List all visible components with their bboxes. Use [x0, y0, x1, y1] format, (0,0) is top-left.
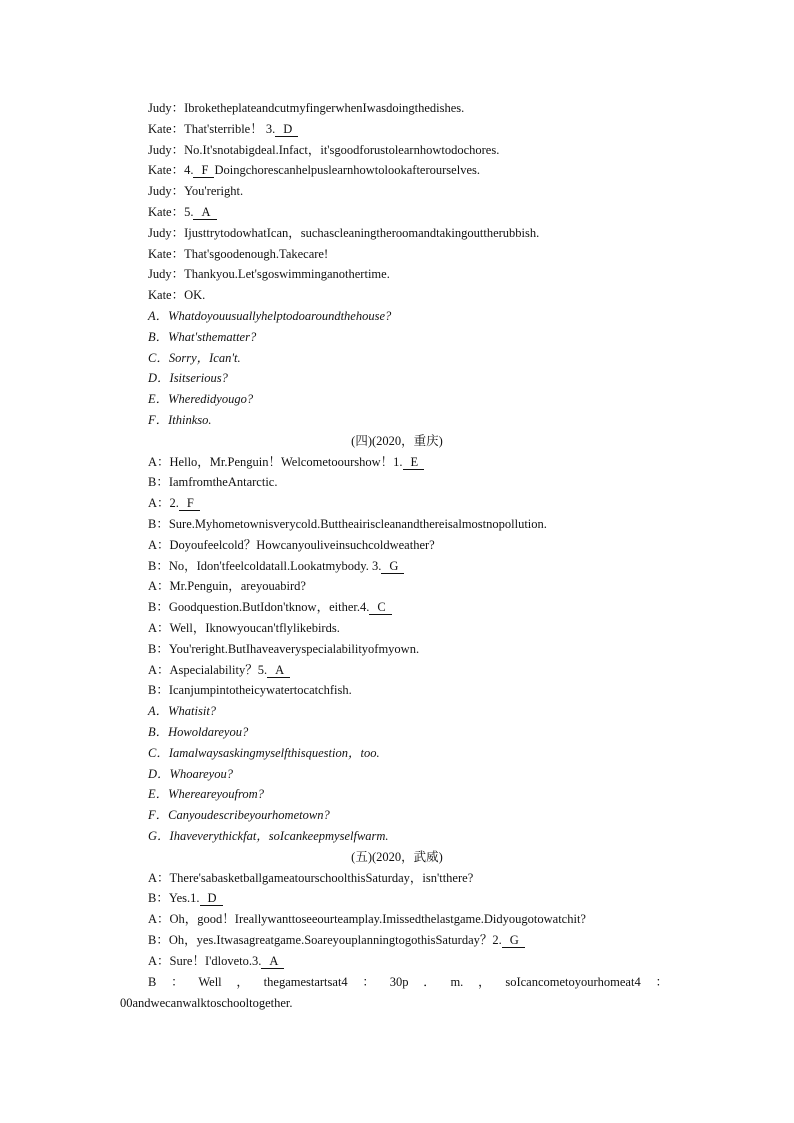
line-text: Goodquestion.ButIdon'tknow，either. [168, 600, 360, 614]
blank-number: 1. [190, 891, 200, 905]
speaker: A： [148, 871, 170, 885]
speaker: B： [148, 559, 169, 573]
dialogue-line [148, 225, 539, 241]
blank-number: 4. [359, 600, 370, 614]
dialogue-line [148, 516, 547, 532]
blank-number: 5. [184, 205, 194, 219]
section-heading: (四)(2020，重庆) [351, 434, 443, 448]
option-text: Whereareyoufrom? [168, 787, 264, 801]
answer-blank: A [193, 206, 216, 220]
line-text: Icanjumpintotheicywatertocatchfish. [168, 683, 352, 697]
line-text: Yes. [168, 891, 191, 905]
line-text: There'sabasketballgameatourschoolthisSaturday，isn'tthere? [169, 871, 474, 885]
option-item [148, 412, 212, 428]
line-text: Oh，good！Ireallywanttoseeourteamplay.Imissedthelastgame.Didyougotowatchit? [169, 912, 586, 926]
speaker: A： [148, 579, 170, 593]
option-key: D． [148, 767, 170, 781]
option-item [148, 329, 256, 345]
speaker: Kate： [148, 247, 185, 261]
option-text: Whoareyou? [169, 767, 233, 781]
dialogue-line [148, 641, 419, 657]
speaker: Judy： [148, 184, 185, 198]
blank-number: 2. [169, 496, 179, 510]
line-text: Sure.Myhometownisverycold.Buttheairiscleanandthereisalmostnopollution. [168, 517, 547, 531]
word: soIcancometoyourhomeat4 [505, 975, 641, 989]
option-text: Ithinkso. [168, 413, 212, 427]
option-item [148, 724, 248, 740]
blank-number: 5. [257, 663, 268, 677]
option-item [148, 308, 391, 324]
speaker: A： [148, 538, 170, 552]
speaker: A： [148, 621, 170, 635]
option-text: Whatisit? [168, 704, 217, 718]
dialogue-line [148, 870, 473, 886]
line-text: OK. [184, 288, 206, 302]
option-text: Sorry，Ican't. [168, 351, 241, 365]
dialogue-line [148, 537, 435, 553]
option-key: A． [148, 704, 169, 718]
answer-blank: C [369, 601, 391, 615]
speaker: Kate： [148, 288, 185, 302]
answer-blank: D [200, 892, 223, 906]
option-key: C． [148, 351, 169, 365]
speaker: A： [148, 496, 170, 510]
answer-blank: A [267, 664, 290, 678]
dialogue-line [148, 162, 480, 178]
option-text: Wheredidyougo? [168, 392, 254, 406]
line-text: Hello，Mr.Penguin！Welcometoourshow！ [169, 455, 394, 469]
dialogue-line [148, 121, 298, 137]
line-text: IbroketheplateandcutmyfingerwhenIwasdoingthedishes. [184, 101, 465, 115]
speaker: A： [148, 954, 170, 968]
dialogue-line [148, 100, 464, 116]
option-text: Iamalwaysaskingmyselfthisquestion，too. [168, 746, 380, 760]
dialogue-line [148, 246, 328, 262]
speaker: Judy： [148, 267, 185, 281]
line-text: Thankyou.Let'sgoswimminganothertime. [184, 267, 390, 281]
speaker: B： [148, 475, 169, 489]
line-text: No，Idon'tfeelcoldatall.Lookatmybody. [168, 559, 369, 573]
blank-number: 3. [371, 559, 382, 573]
option-item [148, 370, 228, 386]
word: ： [655, 975, 668, 989]
option-key: C． [148, 746, 169, 760]
line-text: Well，Iknowyoucan'tflylikebirds. [169, 621, 340, 635]
speaker: B： [148, 683, 169, 697]
speaker: A： [148, 455, 170, 469]
line-text: That'sterrible！ [184, 122, 263, 136]
option-key: F． [148, 413, 169, 427]
dialogue-line [148, 911, 586, 927]
option-key: E． [148, 392, 169, 406]
option-key: A． [148, 309, 169, 323]
line-text: That'sgoodenough.Takecare! [184, 247, 329, 261]
speaker: Judy： [148, 143, 185, 157]
line-text: You'reright.ButIhaveaveryspecialabilityofmyown. [168, 642, 420, 656]
answer-blank: A [261, 955, 284, 969]
word: thegamestartsat4 [263, 975, 348, 989]
word: 30p [389, 975, 409, 989]
option-key: B． [148, 330, 169, 344]
speaker: Kate： [148, 205, 185, 219]
option-key: D． [148, 371, 170, 385]
line-text: No.It'snotabigdeal.Infact，it'sgoodforustolearnhowtodochores. [184, 143, 500, 157]
dialogue-line [148, 932, 525, 948]
option-text: Whatdoyouusuallyhelptodoaroundthehouse? [168, 309, 392, 323]
dialogue-line [148, 183, 243, 199]
line-text: Sure！I'dloveto. [169, 954, 252, 968]
speaker: Kate： [148, 122, 185, 136]
option-text: Howoldareyou? [168, 725, 249, 739]
speaker: Judy： [148, 101, 185, 115]
line-text: IjusttrytodowhatIcan，suchascleaningtheroomandtakingouttherubbish. [184, 226, 540, 240]
blank-number: 3. [251, 954, 262, 968]
speaker: B： [148, 517, 169, 531]
section-heading: (五)(2020，武威) [351, 850, 443, 864]
speaker: Kate： [148, 163, 185, 177]
blank-number: 2. [492, 933, 502, 947]
speaker: A： [148, 912, 170, 926]
speaker: B： [148, 933, 169, 947]
dialogue-line [148, 682, 352, 698]
option-text: Canyoudescribeyourhometown? [168, 808, 330, 822]
option-text: What'sthematter? [168, 330, 257, 344]
option-key: G． [148, 829, 170, 843]
blank-number: 3. [265, 122, 276, 136]
dialogue-line [148, 266, 390, 282]
answer-blank: D [275, 123, 298, 137]
word: ： [171, 975, 184, 989]
dialogue-line [148, 474, 277, 490]
word: m. [450, 975, 464, 989]
line-text: Aspecialability？ [169, 663, 258, 677]
justified-line [148, 974, 668, 990]
option-item [148, 807, 330, 823]
answer-blank: F [193, 164, 214, 178]
answer-blank: G [502, 934, 525, 948]
line-text: Doyoufeelcold？Howcanyouliveinsuchcoldweather? [169, 538, 435, 552]
speaker: A： [148, 663, 170, 677]
dialogue-line [148, 558, 404, 574]
blank-number: 1. [393, 455, 403, 469]
dialogue-line [148, 578, 306, 594]
option-item [148, 766, 233, 782]
dialogue-line [148, 599, 392, 615]
word: ： [362, 975, 375, 989]
blank-number: 4. [184, 163, 194, 177]
line-text: Doingchorescanhelpuslearnhowtolookafterourselves. [214, 163, 480, 177]
dialogue-line [148, 287, 205, 303]
line-text: Oh，yes.Itwasagreatgame.SoareyouplanningtogothisSaturday？ [168, 933, 493, 947]
dialogue-line [148, 142, 499, 158]
line-text: You'reright. [184, 184, 244, 198]
option-key: F． [148, 808, 169, 822]
dialogue-line [148, 204, 217, 220]
line-text: IamfromtheAntarctic. [168, 475, 278, 489]
option-key: E． [148, 787, 169, 801]
dialogue-line [148, 890, 223, 906]
dialogue-line [148, 454, 424, 470]
word: B [148, 975, 157, 989]
option-text: Ihaveverythickfat，soIcankeepmyselfwarm. [169, 829, 389, 843]
word: ， [478, 975, 491, 989]
speaker: B： [148, 642, 169, 656]
speaker: Judy： [148, 226, 185, 240]
option-item [148, 703, 216, 719]
option-text: Isitserious? [169, 371, 228, 385]
word: Well [198, 975, 222, 989]
option-key: B． [148, 725, 169, 739]
answer-blank: G [381, 560, 404, 574]
speaker: B： [148, 600, 169, 614]
dialogue-line [148, 953, 284, 969]
answer-blank: F [179, 497, 200, 511]
answer-blank: E [403, 456, 425, 470]
continuation-line: 00andwecanwalktoschooltogether. [120, 996, 293, 1010]
dialogue-line [148, 620, 340, 636]
line-text: Mr.Penguin，areyouabird? [169, 579, 306, 593]
speaker: B： [148, 891, 169, 905]
option-item [148, 391, 253, 407]
dialogue-line [148, 662, 290, 678]
option-item [148, 786, 264, 802]
option-item [148, 745, 380, 761]
word: ． [423, 975, 436, 989]
word: ， [236, 975, 249, 989]
dialogue-line [148, 495, 200, 511]
option-item [148, 350, 241, 366]
option-item [148, 828, 389, 844]
